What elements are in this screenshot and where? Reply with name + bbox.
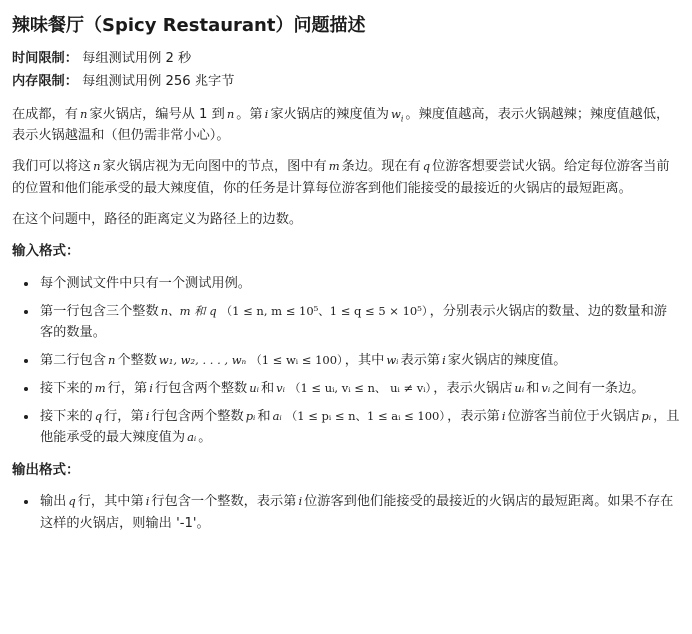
- page-title: 辣味餐厅（Spicy Restaurant）问题描述: [12, 15, 366, 36]
- text: 家火锅店的辣度值为: [270, 106, 389, 122]
- math-var: [389, 107, 405, 121]
- math-var: w₁, w₂, . . . , wₙ: [158, 353, 247, 368]
- time-limit-label: 时间限制：: [12, 51, 78, 67]
- text: 输出: [40, 494, 67, 510]
- input-format-list: [12, 273, 680, 449]
- math-var: n: [79, 106, 88, 121]
- text: 和: [526, 380, 540, 396]
- description-paragraph-1: [12, 104, 680, 148]
- memory-limit-value: 每组测试用例 256 兆字节: [82, 74, 235, 90]
- math-var: n: [93, 159, 101, 174]
- text: 家火锅店，编号从 1 到: [89, 106, 225, 122]
- math-subscript: i: [400, 113, 404, 123]
- text: 行，第: [107, 380, 148, 396]
- text: 第二行包含: [40, 353, 106, 369]
- math-var: i: [264, 106, 269, 121]
- list-item: [38, 378, 680, 400]
- list-item: • 每个测试文件中只有一个测试用例。: [38, 273, 680, 295]
- text: ，其中: [344, 353, 385, 369]
- time-limit-row: [12, 47, 680, 70]
- text: 家火锅店视为无向图中的节点，图中有: [102, 159, 327, 175]
- description-paragraph-3: 在这个问题中，路径的距离定义为路径上的边数。: [12, 211, 303, 227]
- list-item: [38, 301, 680, 345]
- memory-limit-row: [12, 70, 680, 93]
- text: 之间有一条边。: [552, 380, 645, 396]
- time-limit-value: 每组测试用例 2 秒: [82, 51, 192, 67]
- math-constraint: （1 ≤ pᵢ ≤ n、1 ≤ aᵢ ≤ 100）: [285, 408, 446, 423]
- text: 在成都，有: [12, 106, 78, 122]
- text: ，且他能承受的最大辣度值为: [40, 408, 680, 446]
- text: 位游客到他们能接受的最接近的火锅店的最短距离。如果不存在这样的火锅店，则输出 '-1'。: [40, 494, 674, 532]
- math-var: wᵢ: [386, 353, 399, 368]
- text: 位游客当前位于火锅店: [507, 408, 640, 424]
- math-var: q: [68, 494, 76, 509]
- text: 。第: [236, 106, 263, 122]
- math-var: q: [94, 408, 103, 423]
- math-var: vᵢ: [276, 380, 285, 395]
- text: 我们可以将这: [12, 159, 92, 175]
- text: 第一行包含三个整数: [40, 303, 159, 319]
- math-var: pᵢ: [641, 408, 652, 423]
- math-constraint: （1 ≤ uᵢ, vᵢ ≤ n、 uᵢ ≠ vᵢ）: [288, 380, 432, 395]
- math-var: n: [107, 353, 116, 368]
- math-base: w: [391, 106, 401, 121]
- math-var: i: [149, 380, 153, 395]
- memory-limit-label: 内存限制：: [12, 74, 78, 90]
- math-var: i: [501, 408, 506, 423]
- math-var: uᵢ: [514, 380, 525, 395]
- text: 行，其中第: [77, 494, 144, 510]
- list-item: [38, 406, 680, 450]
- text: 。: [198, 430, 212, 446]
- math-var: q: [422, 159, 431, 174]
- math-var: aᵢ: [187, 430, 197, 445]
- text: 行包含两个整数: [154, 380, 248, 396]
- input-format-heading: 输入格式：: [12, 243, 80, 260]
- text: 。辣度值越高，表示火锅越辣；辣度值越低，表示火锅越温和（但仍需非常小心）。: [12, 106, 670, 144]
- math-var: vᵢ: [541, 380, 551, 395]
- math-constraint: （1 ≤ n, m ≤ 10⁵、1 ≤ q ≤ 5 × 10⁵）: [220, 303, 428, 318]
- limits-block: [12, 47, 680, 93]
- text: 表示第: [400, 353, 441, 369]
- text: 行包含两个整数: [151, 408, 244, 424]
- math-var: aᵢ: [272, 408, 282, 423]
- text: ，表示火锅店: [433, 380, 513, 396]
- text: 条边。现在有: [341, 159, 421, 175]
- text: 和: [260, 380, 275, 396]
- math-var: i: [442, 353, 446, 368]
- text: ，分别表示火锅店的数量、边的数量和游客的数量。: [40, 303, 667, 341]
- math-var: m: [328, 159, 340, 174]
- output-format-list: [12, 491, 680, 535]
- text: 行包含一个整数，表示第: [151, 494, 297, 510]
- math-var: n: [226, 106, 235, 121]
- math-var: i: [145, 408, 150, 423]
- list-item: [38, 350, 680, 372]
- text: ，表示第: [447, 408, 500, 424]
- description-paragraph-2: [12, 156, 680, 200]
- math-var: n、m 和 q: [160, 303, 217, 318]
- text: 和: [257, 408, 271, 424]
- text: 接下来的: [40, 380, 93, 396]
- list-item: [38, 491, 680, 535]
- math-var: i: [145, 494, 150, 509]
- math-var: pᵢ: [245, 408, 256, 423]
- text: 接下来的: [40, 408, 93, 424]
- text: 行，第: [104, 408, 144, 424]
- math-var: i: [298, 494, 303, 509]
- math-var: uᵢ: [249, 380, 259, 395]
- text: 个整数: [117, 353, 157, 369]
- math-var: m: [94, 380, 106, 395]
- math-constraint: （1 ≤ wᵢ ≤ 100）: [250, 353, 343, 368]
- output-format-heading: 输出格式：: [12, 462, 80, 479]
- text: 位游客想要尝试火锅。给定每位游客当前的位置和他们能承受的最大辣度值，你的任务是计算每位游客到他们能接受的最接近的火锅店的最短距离。: [12, 159, 670, 196]
- text: 家火锅店的辣度值。: [447, 353, 567, 369]
